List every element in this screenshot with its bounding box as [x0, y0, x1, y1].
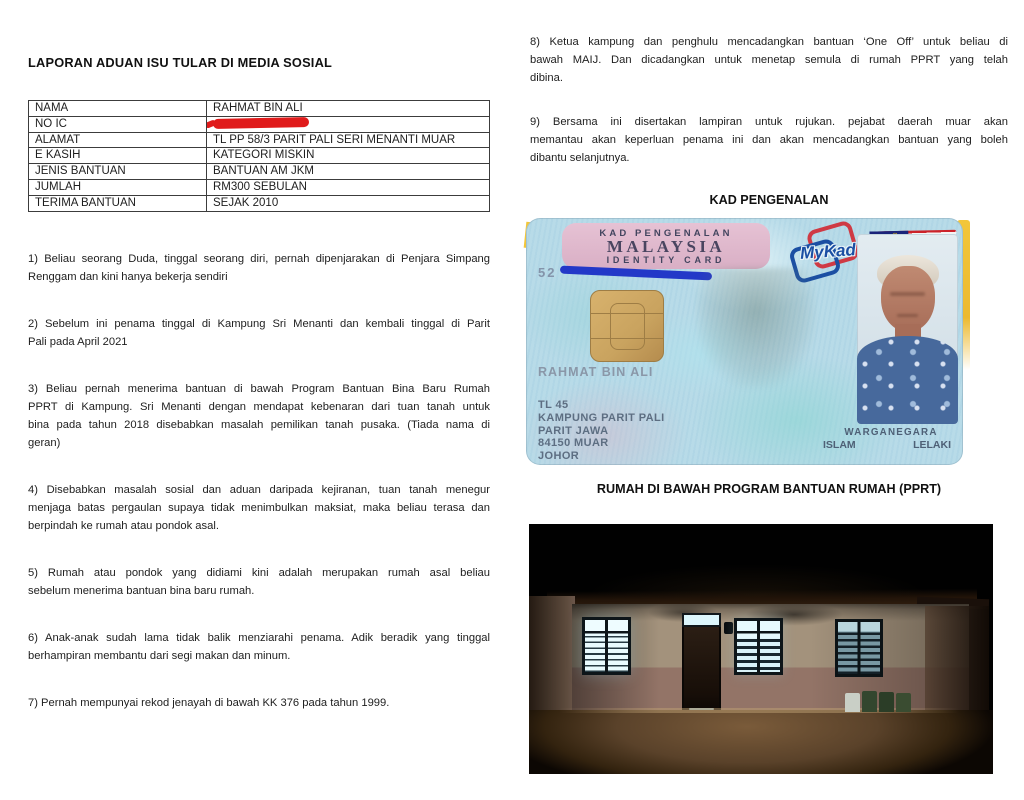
house-door-lamp — [724, 622, 733, 634]
table-row — [29, 132, 490, 148]
table-row — [29, 195, 490, 211]
paragraph-line: 2) Sebelum ini penama tinggal di Kampung Sri Menanti dan kembali tinggal di Parit — [28, 317, 490, 330]
table-value — [207, 116, 490, 132]
report-paragraphs — [28, 250, 490, 712]
table-label: JENIS BANTUAN — [29, 164, 207, 180]
paragraph-line: dibina. — [530, 72, 563, 84]
paragraph-line: 7) Pernah mempunyai rekod jenayah di bawah KK 376 pada tahun 1999. — [28, 696, 390, 709]
card-title-line2: MALAYSIA — [606, 237, 726, 256]
paragraph-line: geran) — [28, 436, 61, 449]
table-row — [29, 116, 490, 132]
table-value: SEJAK 2010 — [207, 195, 490, 211]
house-bins — [845, 690, 921, 712]
citizenship-label: WARGANEGARA — [844, 427, 938, 438]
table-row — [29, 101, 490, 117]
bin — [862, 691, 877, 712]
id-card-photo — [526, 218, 970, 465]
mykad-logo-text: MyKad — [799, 240, 857, 263]
house-ground — [529, 710, 993, 774]
table-value: BANTUAN AM JKM — [207, 164, 490, 180]
house-door-transom — [682, 613, 721, 627]
paragraph — [530, 113, 1008, 167]
card-chip — [590, 290, 664, 362]
religion-label: ISLAM — [823, 439, 856, 451]
table-label: ALAMAT — [29, 132, 207, 148]
table-label: E KASIH — [29, 148, 207, 164]
table-label: TERIMA BANTUAN — [29, 195, 207, 211]
paragraph — [28, 629, 490, 665]
paragraph-line: 9) Bersama ini disertakan lampiran untuk rujukan. pejabat daerah muar akan — [530, 116, 1008, 128]
religion-gender-row — [821, 438, 961, 451]
paragraph-line: 8) Ketua kampung dan penghulu mencadangkan bantuan ‘One Off’ untuk beliau di — [530, 36, 1008, 48]
paragraph-line: Renggam dan kini hanya bekerja sendiri — [28, 270, 228, 283]
card-title-line3: IDENTITY CARD — [606, 255, 726, 265]
card-address-line: 84150 MUAR — [538, 437, 609, 450]
mykad-card — [526, 218, 963, 465]
house-heading: RUMAH DI BAWAH PROGRAM BANTUAN RUMAH (PPRT) — [596, 482, 942, 496]
paragraph — [28, 315, 490, 351]
paragraph-line: dibantu selanjutnya. — [530, 152, 630, 164]
table-value: TL PP 58/3 PARIT PALI SERI MENANTI MUAR — [207, 132, 490, 148]
paragraph-line: bina pada tahun 2018 disebabkan masalah pemilikan tanah pusaka. (Tiada nama di — [28, 418, 490, 431]
report-table-body — [29, 101, 490, 212]
paragraph-line: Pali pada April 2021 — [28, 335, 128, 348]
table-row — [29, 164, 490, 180]
house-window-left — [582, 617, 631, 675]
report-table — [28, 100, 490, 212]
paragraph-line: sebelum menerima bantuan bina baru rumah. — [28, 584, 255, 597]
house-window-center — [734, 618, 783, 675]
paragraph-line: 1) Beliau seorang Duda, tinggal seorang diri, pernah dipenjarakan di Penjara Simpang — [28, 252, 490, 265]
table-value: KATEGORI MISKIN — [207, 148, 490, 164]
paragraph-line: bawah MAIJ. Dan dicadangkan untuk menetap semula di rumah PPRT yang telah — [530, 54, 1008, 66]
report-left-column — [28, 55, 490, 741]
house-window-right — [835, 619, 883, 677]
paragraph-line: 5) Rumah atau pondok yang didiami kini adalah merupakan rumah asal beliau — [28, 566, 490, 579]
card-address-line: JOHOR — [538, 450, 580, 463]
table-row — [29, 148, 490, 164]
bin — [896, 693, 911, 712]
table-value: RAHMAT BIN ALI — [207, 101, 490, 117]
card-address-line: TL 45 — [538, 399, 569, 411]
card-address — [538, 399, 665, 463]
paragraph — [28, 481, 490, 535]
card-holder-name: RAHMAT BIN ALI — [538, 365, 654, 379]
paragraph-line: memantau akan keperluan penama ini dan akan mencadangkan bantuan yang boleh — [530, 134, 1008, 146]
ic-number-prefix: 52 — [538, 265, 557, 280]
card-title-line1: KAD PENGENALAN — [599, 228, 733, 239]
right-paragraphs — [530, 33, 1008, 167]
card-watermark — [696, 268, 816, 388]
card-portrait — [857, 234, 958, 424]
paragraph-line: berhampiran membantu dari segi makan dan minum. — [28, 649, 291, 662]
paragraph — [530, 33, 1008, 87]
redaction-scribble — [213, 117, 309, 129]
paragraph-line: menjaga batas pergaulan supaya tidak menimbulkan maksiat, maka beliau terasa dan — [28, 501, 490, 514]
paragraph-line: 6) Anak-anak sudah lama tidak balik menziarahi penama. Adik beradik yang tinggal — [28, 631, 490, 644]
bin — [879, 692, 894, 712]
table-row — [29, 179, 490, 195]
card-title-badge — [562, 223, 770, 269]
paragraph — [28, 564, 490, 600]
table-label: NAMA — [29, 101, 207, 117]
house-left-wing — [529, 596, 575, 710]
paragraph — [28, 250, 490, 286]
page-title: LAPORAN ADUAN ISU TULAR DI MEDIA SOSIAL — [28, 55, 333, 70]
id-card-heading: KAD PENGENALAN — [709, 193, 829, 207]
report-right-column — [530, 33, 1008, 774]
paragraph-line: berpindah ke rumah atau pondok asal. — [28, 519, 219, 532]
paragraph-line: 4) Disebabkan masalah sosial dan aduan daripada kejiranan, tuan tanah menegur — [28, 483, 490, 496]
card-address-line: KAMPUNG PARIT PALI — [538, 411, 665, 424]
table-label: JUMLAH — [29, 179, 207, 195]
bin — [845, 693, 860, 712]
table-value: RM300 SEBULAN — [207, 179, 490, 195]
paragraph — [28, 694, 490, 712]
paragraph-line: 3) Beliau pernah menerima bantuan di bawah Program Bantuan Bina Baru Rumah — [28, 382, 490, 395]
gender-label: LELAKI — [913, 439, 951, 451]
portrait-face — [881, 266, 935, 332]
house-wall-right — [925, 606, 989, 710]
table-label: NO IC — [29, 116, 207, 132]
house-photo — [529, 524, 993, 774]
portrait-shirt — [857, 336, 958, 424]
house-door — [682, 627, 721, 711]
card-address-line: PARIT JAWA — [538, 424, 609, 437]
paragraph — [28, 380, 490, 452]
paragraph-line: PPRT di Kampung. Sri Menanti dengan mendapat kebenaran dari tuan tanah untuk — [28, 400, 490, 413]
card-citizenship-block — [821, 427, 961, 451]
ic-number-redaction-mark — [560, 266, 712, 280]
